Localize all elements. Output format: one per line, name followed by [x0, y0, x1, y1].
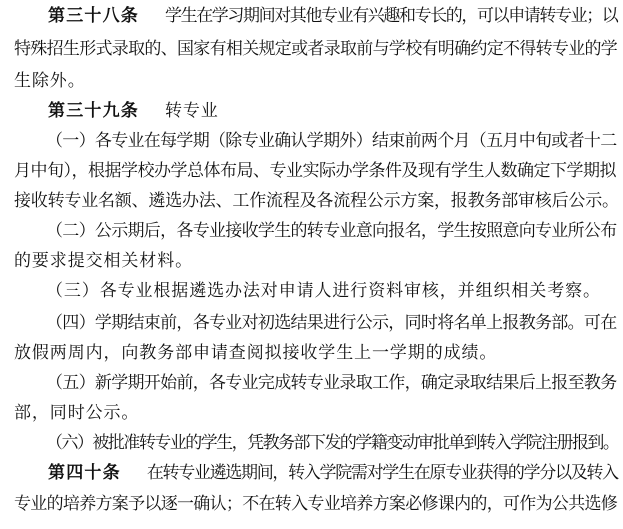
article-38-line-2: 特殊招生形式录取的、国家有相关规定或者录取前与学校有明确约定不得转专业的学 — [14, 39, 618, 59]
article-38-line-1 — [48, 6, 617, 26]
paragraph-2-line-2: 的要求提交相关材料。 — [14, 251, 193, 271]
article-39-heading: 第三十九条 — [48, 101, 139, 121]
article-40-heading: 第四十条 — [48, 463, 121, 483]
paragraph-4-line-2: 放假两周内，向教务部申请查阅拟接收学生上一学期的成绩。 — [14, 343, 498, 363]
article-38-text: 学生在学习期间对其他专业有兴趣和专长的，可以申请转专业；以 — [165, 6, 618, 26]
paragraph-1-line-1: （一）各专业在每学期（除专业确认学期外）结束前两个月（五月中旬或者十二 — [46, 131, 617, 151]
article-39-heading-line — [48, 101, 219, 121]
paragraph-5-line-1: （五）新学期开始前，各专业完成转专业录取工作，确定录取结果后上报至教务 — [46, 373, 617, 393]
paragraph-3-line-1: （三）各专业根据遴选办法对申请人进行资料审核，并组织相关考察。 — [46, 281, 601, 301]
paragraph-6-line-1: （六）被批准转专业的学生，凭教务部下发的学籍变动审批单到转入学院注册报到。 — [46, 433, 619, 453]
article-38-line-3: 生除外。 — [14, 71, 86, 91]
paragraph-1-line-3: 接收转专业名额、遴选办法、工作流程及各流程公示方案，报教务部审核后公示。 — [14, 191, 619, 211]
article-40-text: 在转专业遴选期间，转入学院需对学生在原专业获得的学分以及转入 — [146, 463, 618, 483]
article-38-heading: 第三十八条 — [48, 6, 139, 26]
paragraph-5-line-2: 部，同时公示。 — [14, 403, 140, 423]
paragraph-1-line-2: 月中旬），根据学校办学总体布局、专业实际办学条件及现有学生人数确定下学期拟 — [14, 161, 616, 181]
article-40-line-2: 专业的培养方案予以逐一确认；不在转入专业培养方案必修课内的，可作为公共选修 — [14, 494, 618, 514]
paragraph-2-line-1: （二）公示期后，各专业接收学生的转专业意向报名，学生按照意向专业所公布 — [46, 221, 617, 241]
paragraph-4-line-1: （四）学期结束前，各专业对初选结果进行公示，同时将名单上报教务部。可在 — [46, 313, 617, 333]
article-39-title: 转专业 — [165, 101, 219, 121]
article-40-line-1 — [48, 463, 618, 483]
